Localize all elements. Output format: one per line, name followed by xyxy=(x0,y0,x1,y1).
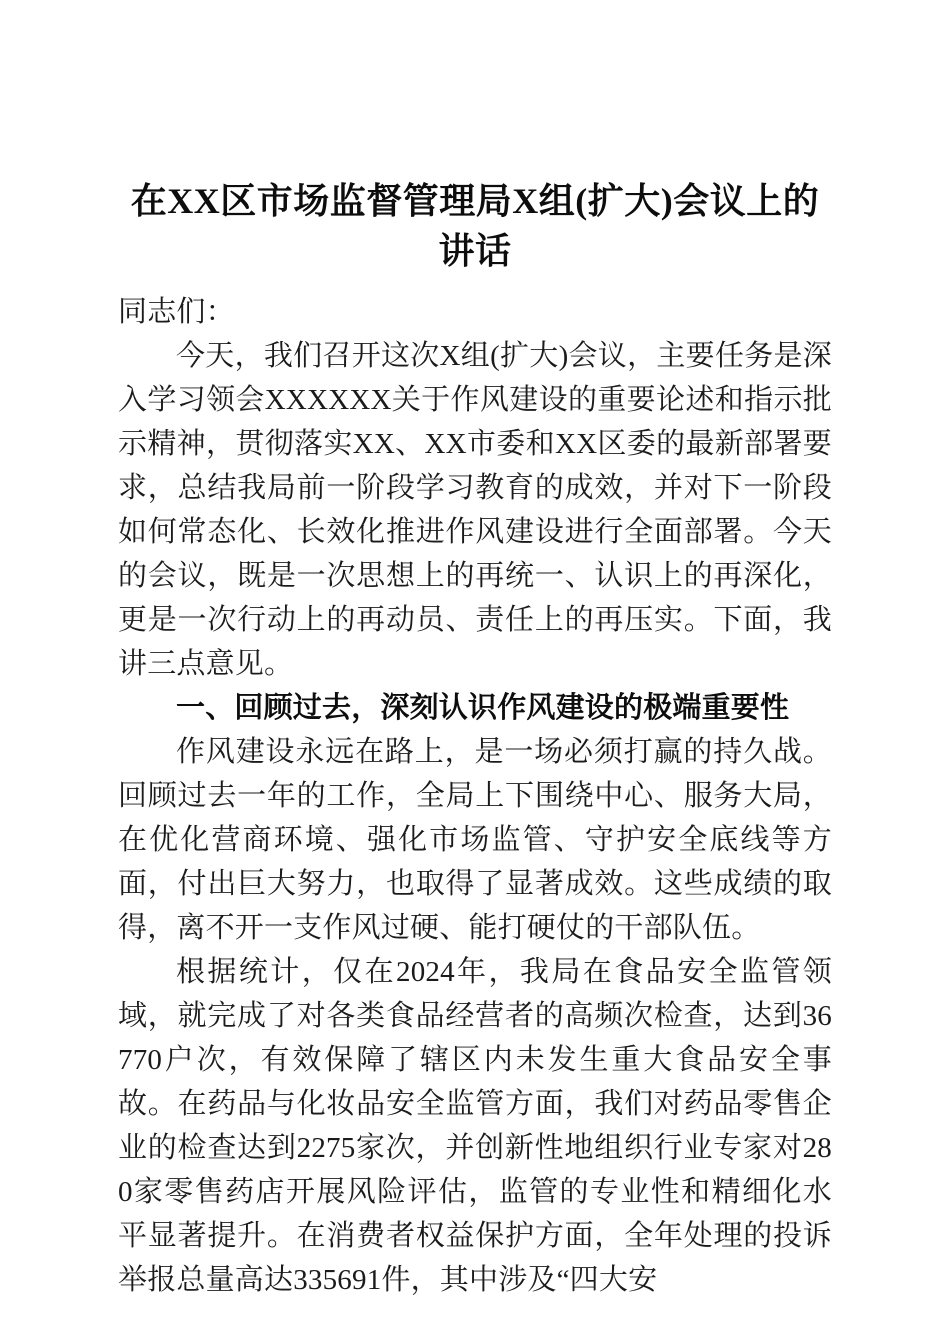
salutation: 同志们： xyxy=(118,296,235,328)
page-title: 在XX区市场监督管理局X组(扩大)会议上的讲话 xyxy=(130,181,820,271)
section-heading-one: 一、回顾过去，深刻认识作风建设的极端重要性 xyxy=(176,692,790,724)
paragraph-statistics: 根据统计，仅在2024年，我局在食品安全监管领域，就完成了对各类食品经营者的高频次检查，达到36770户次，有效保障了辖区内未发生重大食品安全事故。在药品与化妆品安全监管方面，我们对药品零售企业的检查达到2275家次，并创新性地组织行业专家对280家零售药店开展风险评估，监管的专业性和精细化水平显著提升。在消费者权益保护方面，全年处理的投诉举报总量高达335691件，其中涉及“四大安 xyxy=(118,956,832,1296)
paragraph-section-one-intro: 作风建设永远在路上，是一场必须打赢的持久战。回顾过去一年的工作，全局上下围绕中心、服务大局，在优化营商环境、强化市场监管、守护安全底线等方面，付出巨大努力，也取得了显著成效。这些成绩的取得，离不开一支作风过硬、能打硬仗的干部队伍。 xyxy=(118,736,832,944)
page-text-block xyxy=(118,0,832,1302)
paragraph-opening: 今天，我们召开这次X组(扩大)会议，主要任务是深入学习领会XXXXXX关于作风建设的重要论述和指示批示精神，贯彻落实XX、XX市委和XX区委的最新部署要求，总结我局前一阶段学习教育的成效，并对下一阶段如何常态化、长效化推进作风建设进行全面部署。今天的会议，既是一次思想上的再统一、认识上的再深化，更是一次行动上的再动员、责任上的再压实。下面，我讲三点意见。 xyxy=(118,340,832,680)
